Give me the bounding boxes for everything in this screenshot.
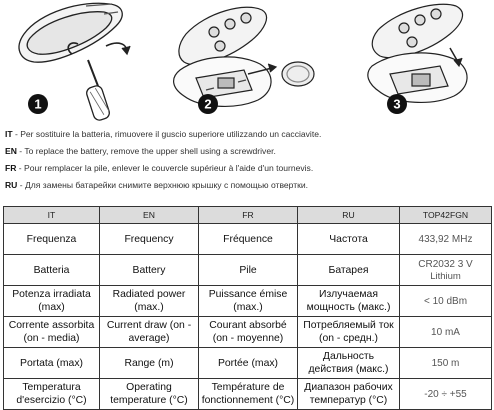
instruction-en: EN - To replace the battery, remove the upper shell using a screwdriver. [5, 146, 276, 156]
table-row [4, 286, 492, 317]
cell-en: Range (m) [100, 348, 199, 379]
instruction-text: Pour remplacer la pile, enlever le couvercle supérieur à l'aide d'un tournevis. [24, 163, 314, 173]
table-row [4, 379, 492, 410]
specifications-table [3, 206, 492, 410]
cell-it: Potenza irradiata (max) [4, 286, 100, 317]
battery-replacement-illustrations [0, 0, 494, 122]
cell-en: Battery [100, 255, 199, 286]
table-row [4, 224, 492, 255]
table-row [4, 255, 492, 286]
cell-it: Temperatura d'esercizio (°C) [4, 379, 100, 410]
cell-fr: Courant absorbé (on - moyenne) [199, 317, 298, 348]
header-en: EN [100, 207, 199, 224]
cell-en: Operating temperature (°C) [100, 379, 199, 410]
cell-fr: Puissance émise (max.) [199, 286, 298, 317]
cell-value: < 10 dBm [400, 286, 492, 317]
instruction-text: Per sostituire la batteria, rimuovere il guscio superiore utilizzando un cacciavite. [20, 129, 322, 139]
cell-fr: Portée (max) [199, 348, 298, 379]
cell-value: -20 ÷ +55 [400, 379, 492, 410]
header-ru: RU [298, 207, 400, 224]
cell-ru: Батарея [298, 255, 400, 286]
step1-number: 1 [34, 96, 42, 112]
instruction-text: To replace the battery, remove the upper shell using a screwdriver. [24, 146, 276, 156]
cell-it: Batteria [4, 255, 100, 286]
cell-fr: Fréquence [199, 224, 298, 255]
table-header-row [4, 207, 492, 224]
cell-ru: Потребляемый ток (on - средн.) [298, 317, 400, 348]
step2-number: 2 [204, 96, 212, 112]
battery-type: Lithium [430, 271, 461, 282]
cell-it: Frequenza [4, 224, 100, 255]
header-fr: FR [199, 207, 298, 224]
cell-it: Corrente assorbita (on - media) [4, 317, 100, 348]
cell-value: 10 mA [400, 317, 492, 348]
instruction-lang: RU [5, 180, 18, 190]
step2-open-remote-illustration [174, 7, 314, 106]
cell-ru: Диапазон рабочих температур (°C) [298, 379, 400, 410]
step3-number: 3 [393, 96, 401, 112]
instruction-fr: FR - Pour remplacer la pile, enlever le couvercle supérieur à l'aide d'un tournevis. [5, 163, 314, 173]
cell-it: Portata (max) [4, 348, 100, 379]
instruction-lang: EN [5, 146, 17, 156]
step3-close-remote-illustration [368, 4, 467, 102]
cell-value: 433,92 MHz [400, 224, 492, 255]
instruction-it: IT - Per sostituire la batteria, rimuovere il guscio superiore utilizzando un cacciavite. [5, 129, 322, 139]
header-it: IT [4, 207, 100, 224]
instruction-text: Для замены батарейки снимите верхнюю крышку с помощью отвертки. [24, 180, 309, 190]
instruction-ru: RU - Для замены батарейки снимите верхнюю крышку с помощью отвертки. [5, 180, 309, 190]
cell-value [400, 255, 492, 286]
battery-value: CR2032 3 V [418, 259, 473, 270]
instruction-lang: FR [5, 163, 17, 173]
table-row [4, 348, 492, 379]
cell-value: 150 m [400, 348, 492, 379]
cell-ru: Излучаемая мощность (макс.) [298, 286, 400, 317]
cell-en: Radiated power (max.) [100, 286, 199, 317]
table-row [4, 317, 492, 348]
cell-ru: Частота [298, 224, 400, 255]
cell-fr: Température de fonctionnement (°C) [199, 379, 298, 410]
cell-en: Frequency [100, 224, 199, 255]
cell-en: Current draw (on - average) [100, 317, 199, 348]
cell-ru: Дальность действия (макс.) [298, 348, 400, 379]
header-model: TOP42FGN [400, 207, 492, 224]
instruction-lang: IT [5, 129, 13, 139]
cell-fr: Pile [199, 255, 298, 286]
